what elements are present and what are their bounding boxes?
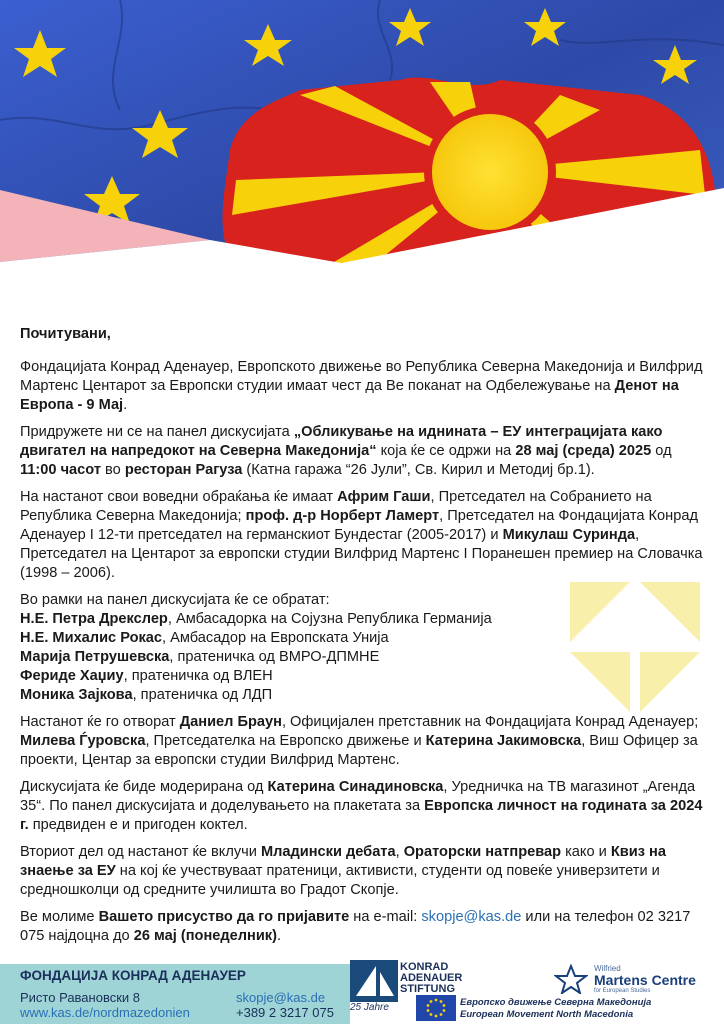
- speaker-role: , пратеничка од ВЛЕН: [123, 668, 273, 684]
- hero-image: [0, 0, 724, 330]
- speaker-role: , Амбасадорка на Сојузна Република Германија: [167, 611, 492, 627]
- text: .: [123, 397, 128, 413]
- activity-name: Квиз на знаење за ЕУ: [20, 844, 666, 879]
- speaker-name: Н.Е. Петра Дрекслер: [20, 611, 168, 627]
- paragraph-rsvp: [20, 908, 710, 946]
- text: или на телефон 02 3217 075 најдоцна до: [20, 909, 691, 944]
- list-intro: Во рамки на панел дискусијата ќе се обратат:: [20, 592, 330, 608]
- speaker-role: , Амбасадор на Европската Унија: [162, 630, 389, 646]
- rsvp-request: Вашето присуство да го пријавите: [98, 909, 350, 925]
- text: , Претседател на Фондацијата Конрад Аденауер I 12-ти претседател на германскиот Бундестаг (2005-2017) и: [20, 508, 698, 543]
- list-item: [20, 686, 710, 705]
- event-venue: ресторан Рагуза: [124, 462, 243, 478]
- em-name-en: European Movement North Macedonia: [460, 1009, 634, 1020]
- eu-flag-icon: [416, 995, 456, 1021]
- martens-name: Martens Centre: [594, 972, 696, 988]
- paragraph-moderator: [20, 778, 710, 835]
- award-name: Европска личност на годината за 2024 г.: [20, 798, 703, 833]
- text: од: [651, 443, 672, 459]
- paragraph-opening-speakers: [20, 488, 710, 583]
- text: , Претседател на Собранието на Република Северна Македонија;: [20, 489, 652, 524]
- speaker-name: Африм Гаши: [337, 489, 431, 505]
- text: Настанот ќе го отворат: [20, 714, 180, 730]
- european-movement-logo: [414, 994, 714, 1022]
- kas-line: KONRAD: [400, 961, 449, 973]
- text: како и: [561, 844, 611, 860]
- text: .: [276, 928, 282, 944]
- event-date: 28 мај (среда) 2025: [515, 443, 652, 459]
- paragraph-panel: [20, 423, 710, 480]
- list-item: [20, 667, 710, 686]
- text: која ќе се одржи на: [376, 443, 516, 459]
- text: На настанот свои воведни обраќања ќе имаат: [20, 489, 338, 505]
- text: Фондацијата Конрад Аденауер, Европското движење во Република Северна Македонија и Вилфрид Мартенс Центарот за Европски студии имаат чест да Ве поканат на Одбележување на: [20, 359, 703, 394]
- speaker-name: Даниел Браун: [179, 714, 282, 730]
- text: , Официјален претставник на Фондацијата Конрад Аденауер;: [281, 714, 699, 730]
- footer-email-link[interactable]: skopje@kas.de: [236, 990, 326, 1005]
- em-name-mk: Европско движење Северна Македонија: [460, 997, 652, 1008]
- kas-line: STIFTUNG: [400, 983, 455, 995]
- activity-name: Младински дебата: [260, 844, 396, 860]
- text: , Претседател на Центарот за европски студии Вилфрид Мартенс I Поранешен премиер на Словачка (1998 – 2006).: [20, 527, 703, 581]
- footer-website-link[interactable]: www.kas.de/nordmazedonien: [20, 1005, 190, 1020]
- panel-title: „Обликување на иднината – ЕУ интеграцијата како двигател на напредокот на Северна Македонија“: [20, 424, 663, 459]
- text: , Уредничка на ТВ магазинот „Агенда 35“. По панел дискусијата и доделувањето на плакетата за: [20, 779, 696, 814]
- martens-centre-logo: [552, 964, 722, 994]
- moderator-name: Катерина Синадиновска: [267, 779, 444, 795]
- eu-puzzle-illustration: [0, 0, 724, 330]
- kas-sail-icon: [350, 960, 398, 1002]
- list-item: [20, 629, 710, 648]
- rsvp-deadline: 26 мај (понеделник): [133, 928, 277, 944]
- list-item: [20, 610, 710, 629]
- text: на кој ќе учествуваат пратеници, активисти, студенти од повеќе универзитети и средношколци од средните училишта во Градот Скопје.: [20, 863, 660, 898]
- text: на e-mail:: [349, 909, 422, 925]
- speaker-name: Фериде Хаџиу: [20, 668, 124, 684]
- text: Вториот дел од настанот ќе вклучи: [20, 844, 261, 860]
- paragraph-second-part: [20, 843, 710, 900]
- star-icon: [554, 964, 588, 994]
- speaker-role: , пратеничка од ВМРО-ДПМНЕ: [169, 649, 380, 665]
- footer-phone: +389 2 3217 075: [236, 1005, 334, 1020]
- speaker-role: , пратеничка од ЛДП: [132, 687, 273, 703]
- kas-anniversary: 25 Jahre: [350, 1002, 389, 1013]
- speaker-name: Н.Е. Михалис Рокас: [20, 630, 163, 646]
- paragraph-openers: [20, 713, 710, 770]
- speaker-name: Моника Зајкова: [20, 687, 133, 703]
- europe-day-text: Денот на Европа - 9 Мај: [20, 378, 679, 413]
- event-time: 11:00 часот: [20, 462, 101, 478]
- paragraph-intro: [20, 358, 710, 415]
- text: во: [100, 462, 125, 478]
- activity-name: Ораторски натпревар: [403, 844, 562, 860]
- text: , Претседателка на Европско движење и: [145, 733, 426, 749]
- footer: [0, 958, 724, 1024]
- text: предвиден е и пригоден коктел.: [28, 817, 248, 833]
- martens-prefix: Wilfried: [594, 964, 621, 973]
- text: ,: [395, 844, 404, 860]
- kas-wordmark: [400, 962, 462, 995]
- speaker-name: Марија Петрушевска: [20, 649, 170, 665]
- speaker-name: Милева Ѓуровска: [20, 733, 146, 749]
- text: Придружете ни се на панел дискусијата: [20, 424, 294, 440]
- speaker-name: проф. д-р Норберт Ламерт: [245, 508, 440, 524]
- text: (Катна гаража “26 Јули”, Св. Кирил и Методиј бр.1).: [242, 462, 595, 478]
- text: Ве молиме: [20, 909, 99, 925]
- text: , Виш Офицер за проекти, Центар за европски студии Вилфрид Мартенс.: [20, 733, 698, 768]
- martens-subtitle: for European Studies: [594, 988, 651, 994]
- footer-address: Ристо Равановски 8: [20, 990, 141, 1005]
- speaker-name: Микулаш Суринда: [502, 527, 636, 543]
- footer-org-name: ФОНДАЦИЈА КОНРАД АДЕНАУЕР: [20, 968, 246, 983]
- speaker-name: Катерина Јакимовска: [425, 733, 582, 749]
- panel-speakers-list: [20, 591, 710, 705]
- kas-line: ADENAUER: [400, 972, 463, 984]
- text: Дискусијата ќе биде модерирана од: [20, 779, 268, 795]
- list-item: [20, 648, 710, 667]
- greeting: Почитувани,: [20, 326, 111, 342]
- rsvp-email-link[interactable]: skopje@kas.de: [421, 909, 522, 925]
- invitation-letter: [20, 325, 710, 954]
